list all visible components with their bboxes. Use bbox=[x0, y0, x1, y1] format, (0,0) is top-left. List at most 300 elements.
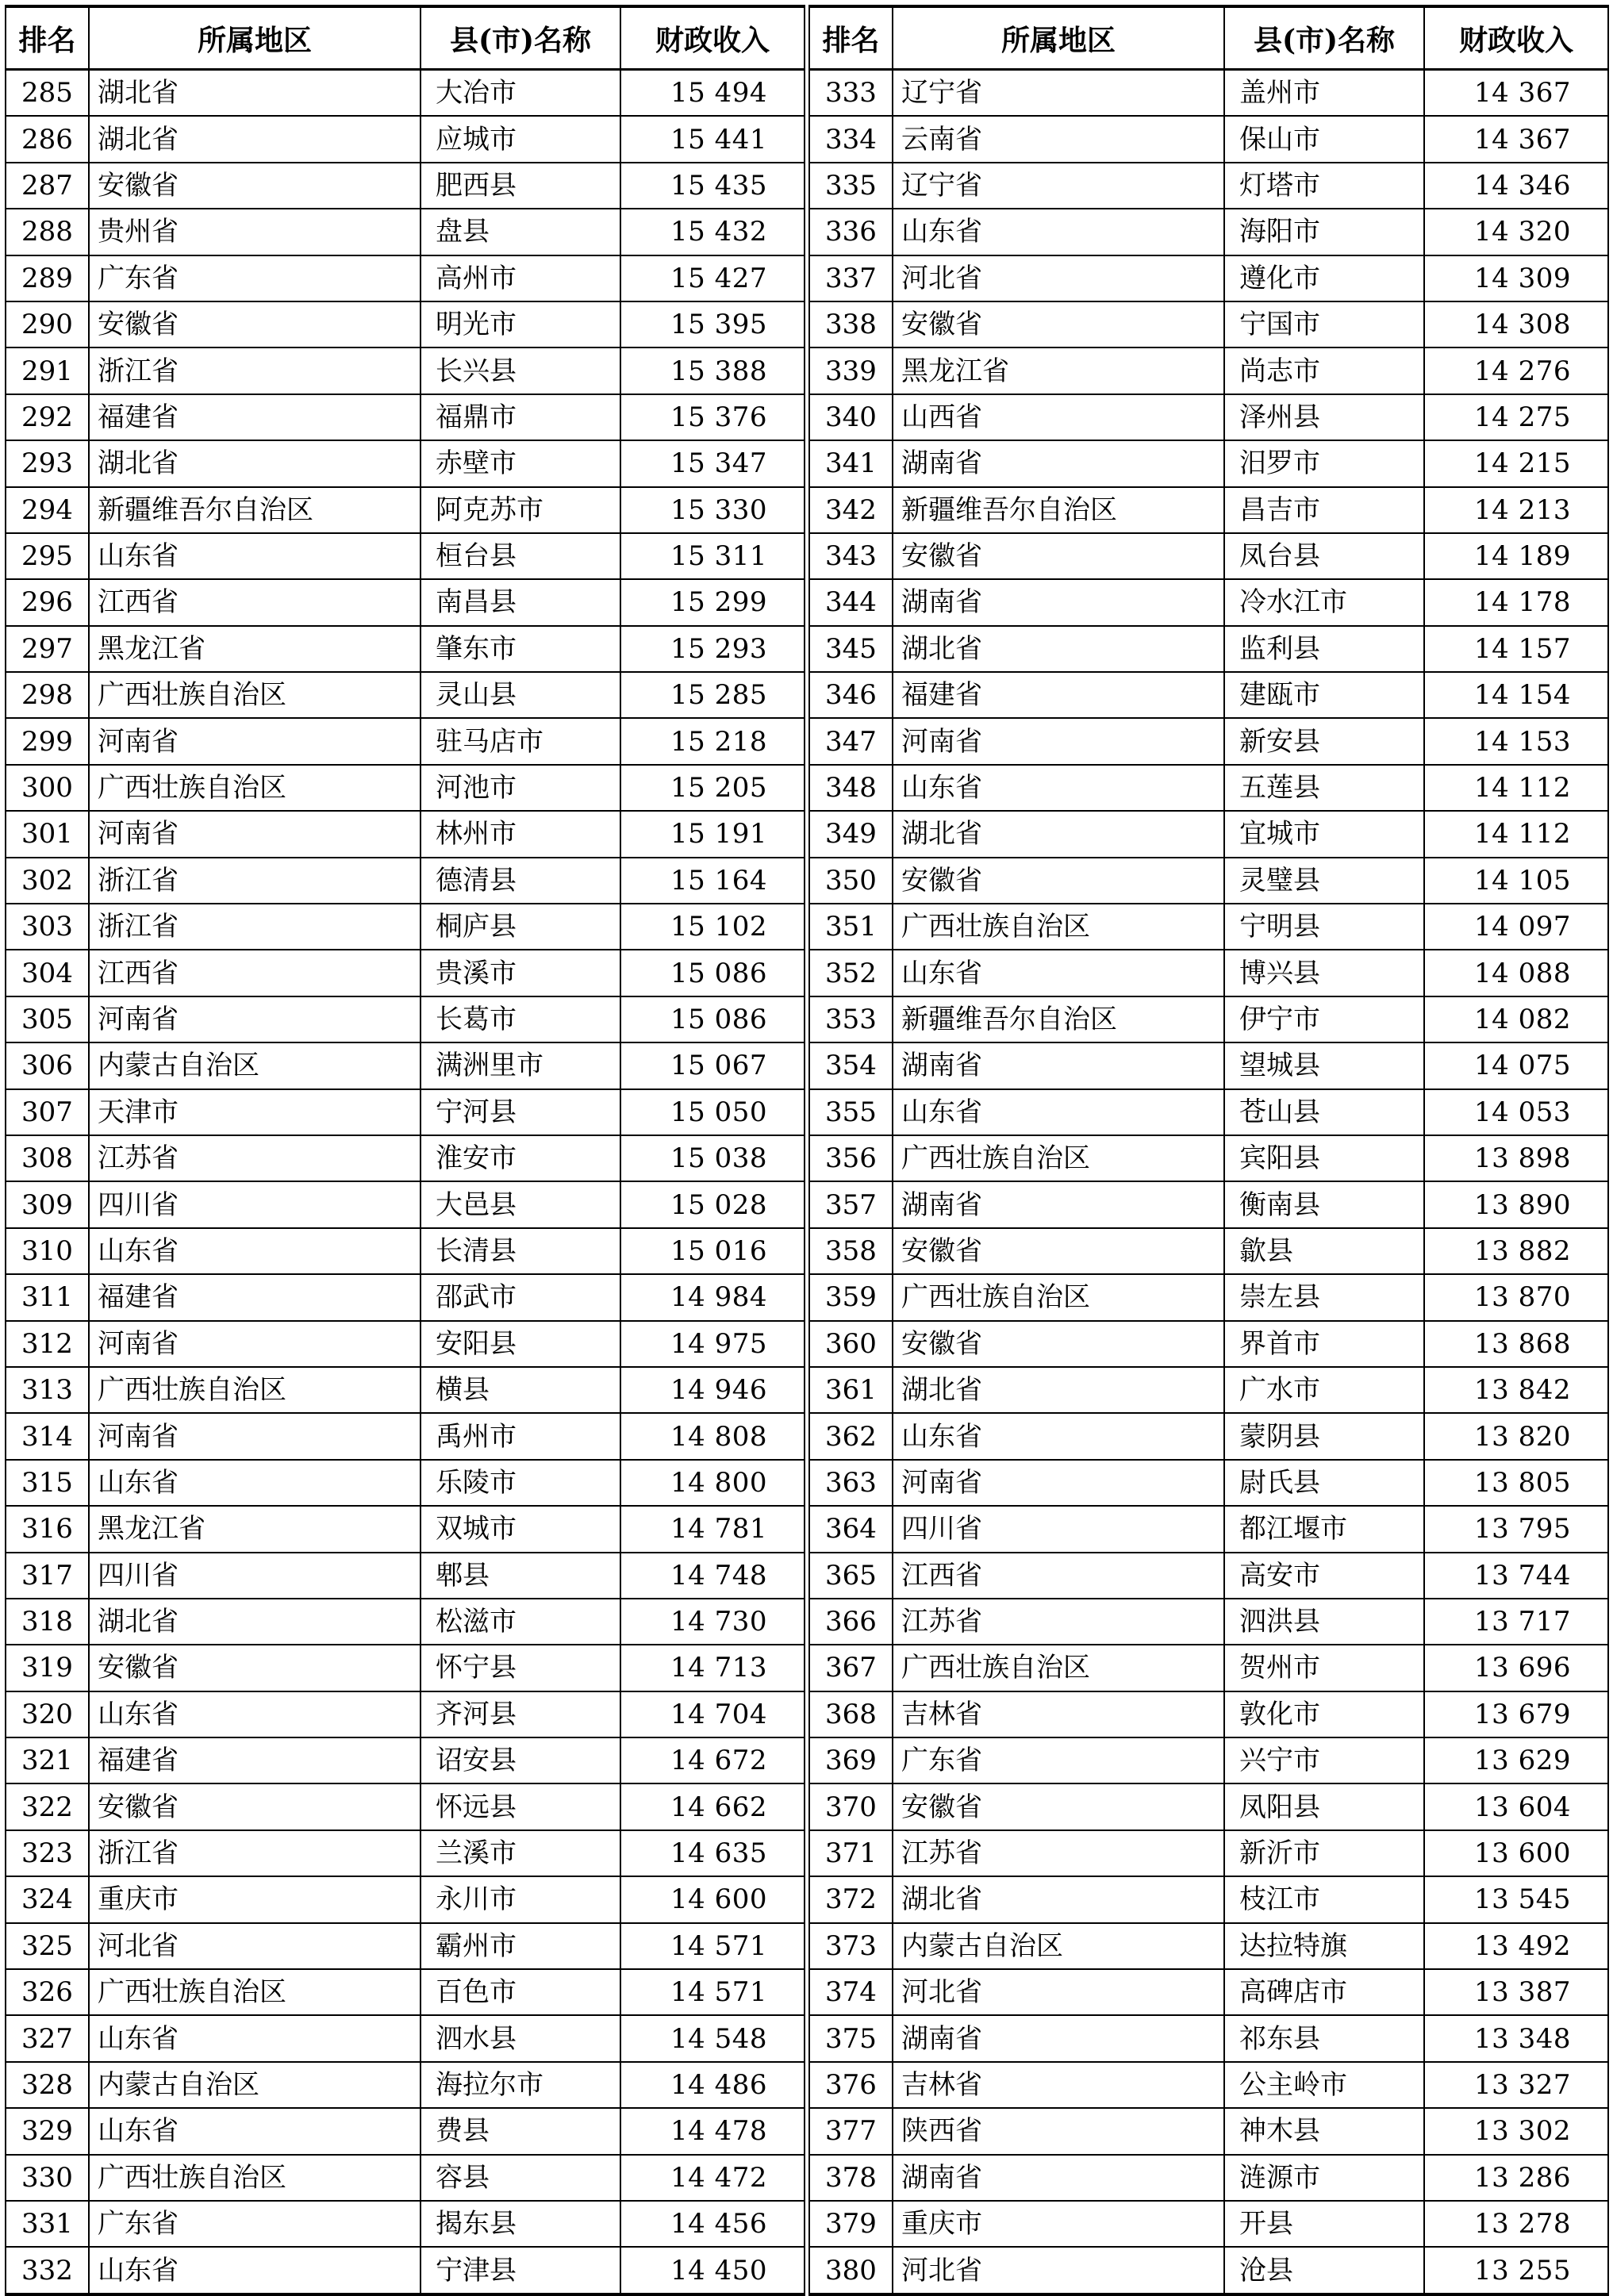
cell-rank: 322 bbox=[6, 1783, 89, 1830]
cell-name: 高碑店市 bbox=[1224, 1969, 1424, 2015]
table-row bbox=[6, 116, 1608, 162]
cell-rank: 310 bbox=[6, 1228, 89, 1274]
cell-revenue: 15 494 bbox=[620, 70, 805, 117]
table-row bbox=[6, 1830, 1608, 1876]
cell-rank: 356 bbox=[809, 1135, 893, 1181]
cell-rank: 303 bbox=[6, 904, 89, 950]
cell-rank: 313 bbox=[6, 1367, 89, 1413]
cell-name: 长兴县 bbox=[421, 347, 620, 394]
cell-region: 湖北省 bbox=[89, 70, 421, 117]
cell-rank: 302 bbox=[6, 858, 89, 904]
cell-name: 灯塔市 bbox=[1224, 163, 1424, 209]
cell-name: 祁东县 bbox=[1224, 2015, 1424, 2061]
cell-name: 望城县 bbox=[1224, 1042, 1424, 1088]
cell-revenue: 15 016 bbox=[620, 1228, 805, 1274]
cell-revenue: 14 276 bbox=[1424, 347, 1608, 394]
cell-rank: 340 bbox=[809, 394, 893, 440]
cell-revenue: 15 299 bbox=[620, 579, 805, 625]
cell-region: 湖南省 bbox=[893, 2015, 1224, 2061]
table-row bbox=[6, 1274, 1608, 1320]
cell-region: 天津市 bbox=[89, 1089, 421, 1135]
cell-name: 神木县 bbox=[1224, 2108, 1424, 2154]
table-row bbox=[6, 2015, 1608, 2061]
cell-revenue: 14 320 bbox=[1424, 209, 1608, 255]
cell-revenue: 13 387 bbox=[1424, 1969, 1608, 2015]
cell-name: 尚志市 bbox=[1224, 347, 1424, 394]
table-body bbox=[6, 70, 1608, 2294]
cell-rank: 361 bbox=[809, 1367, 893, 1413]
cell-rank: 342 bbox=[809, 487, 893, 533]
cell-revenue: 15 164 bbox=[620, 858, 805, 904]
cell-revenue: 13 679 bbox=[1424, 1691, 1608, 1737]
cell-rank: 320 bbox=[6, 1691, 89, 1737]
cell-rank: 330 bbox=[6, 2155, 89, 2201]
cell-name: 邵武市 bbox=[421, 1274, 620, 1320]
cell-region: 新疆维吾尔自治区 bbox=[89, 487, 421, 533]
cell-name: 泗水县 bbox=[421, 2015, 620, 2061]
cell-revenue: 13 744 bbox=[1424, 1553, 1608, 1599]
cell-name: 海拉尔市 bbox=[421, 2062, 620, 2108]
cell-rank: 373 bbox=[809, 1923, 893, 1969]
cell-name: 永川市 bbox=[421, 1876, 620, 1922]
cell-revenue: 14 635 bbox=[620, 1830, 805, 1876]
cell-region: 山东省 bbox=[89, 2015, 421, 2061]
cell-region: 贵州省 bbox=[89, 209, 421, 255]
table-row bbox=[6, 579, 1608, 625]
cell-rank: 305 bbox=[6, 996, 89, 1042]
cell-region: 安徽省 bbox=[89, 163, 421, 209]
cell-name: 都江堰市 bbox=[1224, 1506, 1424, 1552]
table-row bbox=[6, 1228, 1608, 1274]
cell-name: 双城市 bbox=[421, 1506, 620, 1552]
cell-region: 山东省 bbox=[89, 533, 421, 579]
cell-name: 应城市 bbox=[421, 116, 620, 162]
cell-rank: 366 bbox=[809, 1599, 893, 1645]
cell-revenue: 15 293 bbox=[620, 626, 805, 672]
cell-name: 南昌县 bbox=[421, 579, 620, 625]
cell-name: 昌吉市 bbox=[1224, 487, 1424, 533]
cell-rank: 317 bbox=[6, 1553, 89, 1599]
cell-revenue: 13 327 bbox=[1424, 2062, 1608, 2108]
cell-rank: 299 bbox=[6, 718, 89, 764]
table-row bbox=[6, 1969, 1608, 2015]
cell-name: 广水市 bbox=[1224, 1367, 1424, 1413]
cell-name: 枝江市 bbox=[1224, 1876, 1424, 1922]
cell-name: 宁国市 bbox=[1224, 301, 1424, 347]
cell-region: 河北省 bbox=[893, 1969, 1224, 2015]
cell-region: 湖北省 bbox=[893, 1367, 1224, 1413]
cell-rank: 349 bbox=[809, 811, 893, 857]
cell-revenue: 13 545 bbox=[1424, 1876, 1608, 1922]
cell-region: 山东省 bbox=[893, 209, 1224, 255]
cell-name: 阿克苏市 bbox=[421, 487, 620, 533]
cell-name: 建瓯市 bbox=[1224, 672, 1424, 718]
cell-region: 湖南省 bbox=[893, 2155, 1224, 2201]
cell-name: 淮安市 bbox=[421, 1135, 620, 1181]
cell-rank: 308 bbox=[6, 1135, 89, 1181]
cell-name: 贵溪市 bbox=[421, 950, 620, 996]
cell-region: 安徽省 bbox=[893, 533, 1224, 579]
cell-region: 福建省 bbox=[89, 394, 421, 440]
cell-revenue: 14 478 bbox=[620, 2108, 805, 2154]
cell-rank: 325 bbox=[6, 1923, 89, 1969]
cell-rank: 334 bbox=[809, 116, 893, 162]
table-row bbox=[6, 209, 1608, 255]
cell-revenue: 13 820 bbox=[1424, 1413, 1608, 1459]
cell-region: 河南省 bbox=[89, 1321, 421, 1367]
cell-rank: 285 bbox=[6, 70, 89, 117]
cell-name: 容县 bbox=[421, 2155, 620, 2201]
cell-rank: 328 bbox=[6, 2062, 89, 2108]
cell-rank: 301 bbox=[6, 811, 89, 857]
cell-region: 黑龙江省 bbox=[89, 626, 421, 672]
cell-rank: 378 bbox=[809, 2155, 893, 2201]
cell-rank: 377 bbox=[809, 2108, 893, 2154]
cell-name: 百色市 bbox=[421, 1969, 620, 2015]
cell-region: 新疆维吾尔自治区 bbox=[893, 996, 1224, 1042]
table-row bbox=[6, 163, 1608, 209]
table-row bbox=[6, 1506, 1608, 1552]
cell-region: 河北省 bbox=[893, 255, 1224, 301]
cell-name: 遵化市 bbox=[1224, 255, 1424, 301]
cell-revenue: 13 600 bbox=[1424, 1830, 1608, 1876]
cell-region: 安徽省 bbox=[89, 1783, 421, 1830]
cell-rank: 367 bbox=[809, 1645, 893, 1691]
cell-name: 明光市 bbox=[421, 301, 620, 347]
cell-revenue: 13 629 bbox=[1424, 1737, 1608, 1783]
cell-revenue: 14 367 bbox=[1424, 116, 1608, 162]
cell-rank: 379 bbox=[809, 2201, 893, 2247]
cell-name: 五莲县 bbox=[1224, 765, 1424, 811]
cell-rank: 344 bbox=[809, 579, 893, 625]
cell-rank: 331 bbox=[6, 2201, 89, 2247]
cell-region: 河南省 bbox=[893, 1460, 1224, 1506]
cell-name: 怀宁县 bbox=[421, 1645, 620, 1691]
cell-revenue: 13 255 bbox=[1424, 2247, 1608, 2294]
cell-name: 齐河县 bbox=[421, 1691, 620, 1737]
cell-rank: 287 bbox=[6, 163, 89, 209]
cell-region: 湖北省 bbox=[89, 1599, 421, 1645]
cell-rank: 346 bbox=[809, 672, 893, 718]
cell-revenue: 13 795 bbox=[1424, 1506, 1608, 1552]
cell-name: 歙县 bbox=[1224, 1228, 1424, 1274]
cell-revenue: 15 388 bbox=[620, 347, 805, 394]
cell-name: 公主岭市 bbox=[1224, 2062, 1424, 2108]
cell-revenue: 15 435 bbox=[620, 163, 805, 209]
cell-rank: 365 bbox=[809, 1553, 893, 1599]
cell-revenue: 13 492 bbox=[1424, 1923, 1608, 1969]
cell-rank: 294 bbox=[6, 487, 89, 533]
cell-rank: 292 bbox=[6, 394, 89, 440]
cell-rank: 339 bbox=[809, 347, 893, 394]
cell-rank: 306 bbox=[6, 1042, 89, 1088]
cell-name: 宜城市 bbox=[1224, 811, 1424, 857]
cell-revenue: 14 082 bbox=[1424, 996, 1608, 1042]
cell-rank: 351 bbox=[809, 904, 893, 950]
cell-revenue: 14 154 bbox=[1424, 672, 1608, 718]
cell-name: 苍山县 bbox=[1224, 1089, 1424, 1135]
cell-name: 福鼎市 bbox=[421, 394, 620, 440]
cell-rank: 329 bbox=[6, 2108, 89, 2154]
cell-region: 广西壮族自治区 bbox=[893, 1645, 1224, 1691]
cell-region: 湖南省 bbox=[893, 579, 1224, 625]
cell-region: 安徽省 bbox=[893, 1321, 1224, 1367]
cell-name: 兰溪市 bbox=[421, 1830, 620, 1876]
cell-rank: 375 bbox=[809, 2015, 893, 2061]
cell-revenue: 14 178 bbox=[1424, 579, 1608, 625]
cell-region: 黑龙江省 bbox=[893, 347, 1224, 394]
cell-rank: 348 bbox=[809, 765, 893, 811]
cell-region: 内蒙古自治区 bbox=[89, 1042, 421, 1088]
header-name: 县(市)名称 bbox=[421, 6, 620, 70]
cell-rank: 360 bbox=[809, 1321, 893, 1367]
cell-name: 林州市 bbox=[421, 811, 620, 857]
cell-revenue: 13 805 bbox=[1424, 1460, 1608, 1506]
table-row bbox=[6, 1783, 1608, 1830]
cell-revenue: 15 205 bbox=[620, 765, 805, 811]
cell-region: 江苏省 bbox=[89, 1135, 421, 1181]
cell-name: 涟源市 bbox=[1224, 2155, 1424, 2201]
cell-name: 宾阳县 bbox=[1224, 1135, 1424, 1181]
cell-region: 广西壮族自治区 bbox=[89, 765, 421, 811]
cell-rank: 318 bbox=[6, 1599, 89, 1645]
cell-region: 浙江省 bbox=[89, 904, 421, 950]
cell-revenue: 13 696 bbox=[1424, 1645, 1608, 1691]
cell-region: 四川省 bbox=[89, 1553, 421, 1599]
cell-region: 湖南省 bbox=[893, 1042, 1224, 1088]
table-row bbox=[6, 1923, 1608, 1969]
cell-revenue: 15 028 bbox=[620, 1181, 805, 1227]
cell-revenue: 15 191 bbox=[620, 811, 805, 857]
cell-region: 江苏省 bbox=[893, 1599, 1224, 1645]
cell-region: 山东省 bbox=[893, 950, 1224, 996]
cell-rank: 347 bbox=[809, 718, 893, 764]
cell-region: 内蒙古自治区 bbox=[893, 1923, 1224, 1969]
cell-region: 河南省 bbox=[89, 1413, 421, 1459]
cell-region: 吉林省 bbox=[893, 1691, 1224, 1737]
cell-revenue: 15 285 bbox=[620, 672, 805, 718]
cell-name: 宁明县 bbox=[1224, 904, 1424, 950]
table-row bbox=[6, 70, 1608, 117]
cell-name: 保山市 bbox=[1224, 116, 1424, 162]
cell-region: 辽宁省 bbox=[893, 163, 1224, 209]
cell-revenue: 14 367 bbox=[1424, 70, 1608, 117]
cell-name: 伊宁市 bbox=[1224, 996, 1424, 1042]
cell-region: 四川省 bbox=[89, 1181, 421, 1227]
header-revenue: 财政收入 bbox=[620, 6, 805, 70]
cell-rank: 315 bbox=[6, 1460, 89, 1506]
cell-region: 广东省 bbox=[893, 1737, 1224, 1783]
cell-rank: 355 bbox=[809, 1089, 893, 1135]
cell-region: 重庆市 bbox=[89, 1876, 421, 1922]
cell-rank: 341 bbox=[809, 440, 893, 486]
cell-name: 满洲里市 bbox=[421, 1042, 620, 1088]
cell-rank: 288 bbox=[6, 209, 89, 255]
cell-region: 河南省 bbox=[89, 811, 421, 857]
cell-name: 赤壁市 bbox=[421, 440, 620, 486]
cell-name: 沧县 bbox=[1224, 2247, 1424, 2294]
cell-name: 新沂市 bbox=[1224, 1830, 1424, 1876]
cell-name: 驻马店市 bbox=[421, 718, 620, 764]
cell-region: 江西省 bbox=[893, 1553, 1224, 1599]
cell-name: 新安县 bbox=[1224, 718, 1424, 764]
header-revenue: 财政收入 bbox=[1424, 6, 1608, 70]
cell-revenue: 14 672 bbox=[620, 1737, 805, 1783]
cell-region: 湖南省 bbox=[893, 440, 1224, 486]
cell-revenue: 15 067 bbox=[620, 1042, 805, 1088]
cell-rank: 295 bbox=[6, 533, 89, 579]
cell-revenue: 14 213 bbox=[1424, 487, 1608, 533]
cell-revenue: 14 472 bbox=[620, 2155, 805, 2201]
cell-rank: 343 bbox=[809, 533, 893, 579]
cell-name: 松滋市 bbox=[421, 1599, 620, 1645]
cell-region: 福建省 bbox=[89, 1737, 421, 1783]
cell-revenue: 15 441 bbox=[620, 116, 805, 162]
table-row bbox=[6, 1135, 1608, 1181]
cell-rank: 321 bbox=[6, 1737, 89, 1783]
cell-revenue: 15 427 bbox=[620, 255, 805, 301]
cell-revenue: 14 450 bbox=[620, 2247, 805, 2294]
cell-rank: 326 bbox=[6, 1969, 89, 2015]
cell-region: 浙江省 bbox=[89, 1830, 421, 1876]
cell-region: 江苏省 bbox=[893, 1830, 1224, 1876]
cell-rank: 374 bbox=[809, 1969, 893, 2015]
cell-revenue: 14 748 bbox=[620, 1553, 805, 1599]
cell-revenue: 14 153 bbox=[1424, 718, 1608, 764]
cell-revenue: 14 456 bbox=[620, 2201, 805, 2247]
table-row bbox=[6, 1599, 1608, 1645]
cell-name: 监利县 bbox=[1224, 626, 1424, 672]
cell-name: 开县 bbox=[1224, 2201, 1424, 2247]
table-row bbox=[6, 2247, 1608, 2294]
cell-name: 长葛市 bbox=[421, 996, 620, 1042]
cell-revenue: 15 086 bbox=[620, 950, 805, 996]
table-row bbox=[6, 440, 1608, 486]
cell-region: 安徽省 bbox=[893, 1228, 1224, 1274]
cell-rank: 289 bbox=[6, 255, 89, 301]
cell-region: 四川省 bbox=[893, 1506, 1224, 1552]
cell-region: 黑龙江省 bbox=[89, 1506, 421, 1552]
cell-region: 山东省 bbox=[89, 1460, 421, 1506]
cell-rank: 293 bbox=[6, 440, 89, 486]
cell-rank: 300 bbox=[6, 765, 89, 811]
cell-rank: 364 bbox=[809, 1506, 893, 1552]
cell-region: 广西壮族自治区 bbox=[89, 672, 421, 718]
cell-revenue: 14 662 bbox=[620, 1783, 805, 1830]
header-name: 县(市)名称 bbox=[1224, 6, 1424, 70]
cell-rank: 323 bbox=[6, 1830, 89, 1876]
cell-region: 河北省 bbox=[89, 1923, 421, 1969]
cell-name: 肇东市 bbox=[421, 626, 620, 672]
cell-name: 敦化市 bbox=[1224, 1691, 1424, 1737]
cell-rank: 357 bbox=[809, 1181, 893, 1227]
table-row bbox=[6, 2155, 1608, 2201]
cell-name: 汨罗市 bbox=[1224, 440, 1424, 486]
cell-name: 崇左县 bbox=[1224, 1274, 1424, 1320]
cell-region: 江西省 bbox=[89, 579, 421, 625]
cell-revenue: 14 088 bbox=[1424, 950, 1608, 996]
cell-region: 安徽省 bbox=[893, 1783, 1224, 1830]
cell-name: 桓台县 bbox=[421, 533, 620, 579]
cell-rank: 350 bbox=[809, 858, 893, 904]
cell-revenue: 13 842 bbox=[1424, 1367, 1608, 1413]
cell-revenue: 15 050 bbox=[620, 1089, 805, 1135]
cell-rank: 307 bbox=[6, 1089, 89, 1135]
cell-region: 河南省 bbox=[893, 718, 1224, 764]
cell-region: 安徽省 bbox=[89, 1645, 421, 1691]
cell-name: 盖州市 bbox=[1224, 70, 1424, 117]
cell-name: 博兴县 bbox=[1224, 950, 1424, 996]
cell-revenue: 15 218 bbox=[620, 718, 805, 764]
cell-rank: 345 bbox=[809, 626, 893, 672]
cell-revenue: 13 348 bbox=[1424, 2015, 1608, 2061]
cell-revenue: 14 275 bbox=[1424, 394, 1608, 440]
cell-region: 安徽省 bbox=[893, 858, 1224, 904]
cell-rank: 370 bbox=[809, 1783, 893, 1830]
cell-rank: 353 bbox=[809, 996, 893, 1042]
cell-name: 贺州市 bbox=[1224, 1645, 1424, 1691]
table-row bbox=[6, 255, 1608, 301]
cell-revenue: 14 308 bbox=[1424, 301, 1608, 347]
cell-revenue: 14 097 bbox=[1424, 904, 1608, 950]
cell-region: 云南省 bbox=[893, 116, 1224, 162]
cell-name: 禹州市 bbox=[421, 1413, 620, 1459]
cell-rank: 352 bbox=[809, 950, 893, 996]
cell-revenue: 13 286 bbox=[1424, 2155, 1608, 2201]
cell-revenue: 15 086 bbox=[620, 996, 805, 1042]
cell-region: 山东省 bbox=[89, 2108, 421, 2154]
cell-name: 达拉特旗 bbox=[1224, 1923, 1424, 1969]
cell-rank: 380 bbox=[809, 2247, 893, 2294]
cell-name: 衡南县 bbox=[1224, 1181, 1424, 1227]
cell-rank: 335 bbox=[809, 163, 893, 209]
cell-revenue: 13 898 bbox=[1424, 1135, 1608, 1181]
cell-region: 吉林省 bbox=[893, 2062, 1224, 2108]
cell-rank: 297 bbox=[6, 626, 89, 672]
cell-rank: 369 bbox=[809, 1737, 893, 1783]
header-rank: 排名 bbox=[809, 6, 893, 70]
cell-revenue: 14 781 bbox=[620, 1506, 805, 1552]
cell-name: 安阳县 bbox=[421, 1321, 620, 1367]
cell-revenue: 14 713 bbox=[620, 1645, 805, 1691]
cell-revenue: 14 105 bbox=[1424, 858, 1608, 904]
table-row bbox=[6, 2201, 1608, 2247]
table-row bbox=[6, 2108, 1608, 2154]
cell-revenue: 14 800 bbox=[620, 1460, 805, 1506]
cell-region: 广东省 bbox=[89, 255, 421, 301]
cell-rank: 358 bbox=[809, 1228, 893, 1274]
cell-region: 辽宁省 bbox=[893, 70, 1224, 117]
cell-rank: 359 bbox=[809, 1274, 893, 1320]
table-row bbox=[6, 487, 1608, 533]
cell-rank: 338 bbox=[809, 301, 893, 347]
cell-revenue: 15 038 bbox=[620, 1135, 805, 1181]
cell-rank: 327 bbox=[6, 2015, 89, 2061]
cell-revenue: 13 717 bbox=[1424, 1599, 1608, 1645]
table-row bbox=[6, 1089, 1608, 1135]
cell-revenue: 14 112 bbox=[1424, 811, 1608, 857]
cell-revenue: 14 189 bbox=[1424, 533, 1608, 579]
table-row bbox=[6, 996, 1608, 1042]
cell-revenue: 13 868 bbox=[1424, 1321, 1608, 1367]
cell-region: 内蒙古自治区 bbox=[89, 2062, 421, 2108]
cell-region: 广西壮族自治区 bbox=[89, 1969, 421, 2015]
cell-name: 宁津县 bbox=[421, 2247, 620, 2294]
cell-rank: 363 bbox=[809, 1460, 893, 1506]
cell-rank: 296 bbox=[6, 579, 89, 625]
cell-region: 福建省 bbox=[89, 1274, 421, 1320]
cell-revenue: 14 975 bbox=[620, 1321, 805, 1367]
